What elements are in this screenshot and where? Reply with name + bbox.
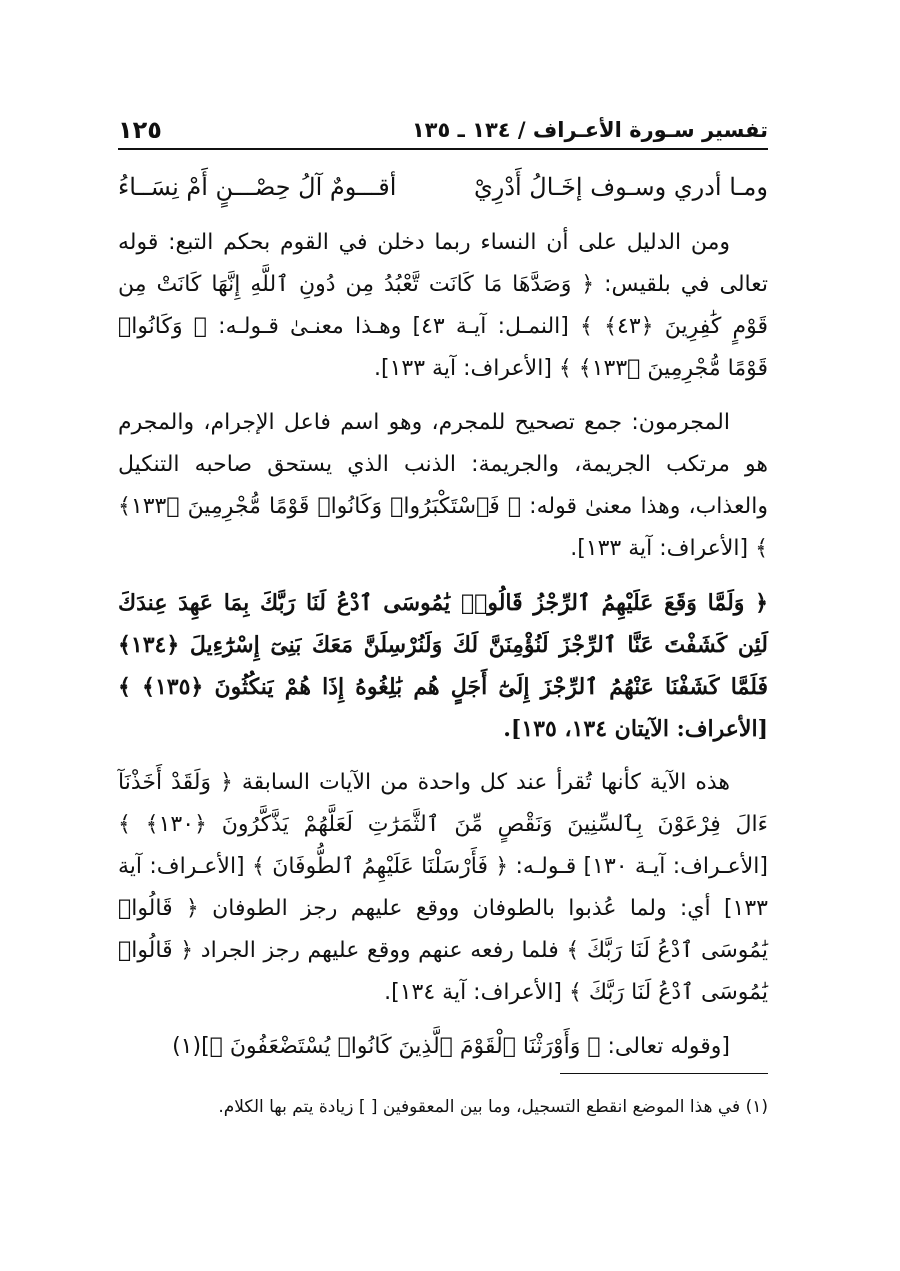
footnote: (١) في هذا الموضع انقطع التسجيل، وما بين المعقوفين [ ] زيادة يتم بها الكلام.: [218, 1097, 768, 1117]
page-number: ١٢٥: [118, 116, 162, 144]
body-text: [118, 222, 768, 1080]
paragraph-continuation: [وقوله تعالى: ﴿ وَأَوْرَثْنَا ٱلْقَوْمَ ٱلَّذِينَ كَانُوا۟ يُسْتَضْعَفُونَ ﴾](١): [172, 1034, 730, 1059]
verse-right-hemistich: ومـا أدري وسـوف إخَـالُ أَدْرِيْ: [473, 173, 768, 201]
paragraph-commentary: هذه الآية كأنها تُقرأ عند كل واحدة من الآيات السابقة ﴿ وَلَقَدْ أَخَذْنَآ ءَالَ فِرْعَوْنَ بِٱلسِّنِينَ وَنَقْصٍ مِّنَ ٱلثَّمَرَٰتِ لَعَلَّهُمْ يَذَّكَّرُونَ ﴿١٣٠﴾ ﴾ [الأعـراف: آيـة ١٣٠] قـولـه: ﴿ فَأَرْسَلْنَا عَلَيْهِمُ ٱلطُّوفَانَ ﴾ [الأعـراف: آية ١٣٣] أي: ولما عُذبوا بالطوفان ووقع عليهم رجز الطوفان ﴿ قَالُوا۟ يَٰمُوسَى ٱدْعُ لَنَا رَبَّكَ ﴾ فلما رفعه عنهم ووقع عليهم رجز الجراد ﴿ قَالُوا۟ يَٰمُوسَى ٱدْعُ لَنَا رَبَّكَ ﴾ [الأعراف: آية ١٣٤].: [118, 770, 768, 1005]
footnote-separator: [560, 1073, 768, 1074]
page-header: [118, 112, 768, 150]
quran-verse-block: ﴿ وَلَمَّا وَقَعَ عَلَيْهِمُ ٱلرِّجْزُ قَالُوا۟ يَٰمُوسَى ٱدْعُ لَنَا رَبَّكَ بِمَا عَهِدَ عِندَكَ لَئِن كَشَفْتَ عَنَّا ٱلرِّجْزَ لَنُؤْمِنَنَّ لَكَ وَلَنُرْسِلَنَّ مَعَكَ بَنِىٓ إِسْرَٰٓءِيلَ ﴿١٣٤﴾ فَلَمَّا كَشَفْنَا عَنْهُمُ ٱلرِّجْزَ إِلَىٰٓ أَجَلٍ هُم بَٰلِغُوهُ إِذَا هُمْ يَنكُثُونَ ﴿١٣٥﴾ ﴾ [الأعراف: الآيتان ١٣٤، ١٣٥].: [118, 590, 768, 742]
running-title: تفسير سـورة الأعـراف / ١٣٤ ـ ١٣٥: [411, 118, 768, 142]
poetry-verse: [118, 164, 768, 210]
paragraph-evidence: ومن الدليل على أن النساء ربما دخلن في القوم بحكم التبع: قوله تعالى في بلقيس: ﴿ وَصَدَّهَا مَا كَانَت تَّعْبُدُ مِن دُونِ ٱللَّهِ إِنَّهَا كَانَتْ مِن قَوْمٍ كَٰفِرِينَ ﴿٤٣﴾ ﴾ [النمـل: آيـة ٤٣] وهـذا معنـىٰ قـولـه: ﴿ وَكَانُوا۟ قَوْمًا مُّجْرِمِينَ ﴿١٣٣﴾ ﴾ [الأعراف: آية ١٣٣].: [118, 230, 768, 381]
verse-left-hemistich: أقـــومٌ آلُ حِصْـــنٍ أَمْ نِسَــاءُ: [118, 173, 397, 201]
paragraph-mujrimun: المجرمون: جمع تصحيح للمجرم، وهو اسم فاعل الإجرام، والمجرم هو مرتكب الجريمة، والجريمة: الذنب الذي يستحق صاحبه التنكيل والعذاب، وهذا معنىٰ قوله: ﴿ فَٱسْتَكْبَرُوا۟ وَكَانُوا۟ قَوْمًا مُّجْرِمِينَ ﴿١٣٣﴾ ﴾ [الأعراف: آية ١٣٣].: [118, 410, 768, 561]
